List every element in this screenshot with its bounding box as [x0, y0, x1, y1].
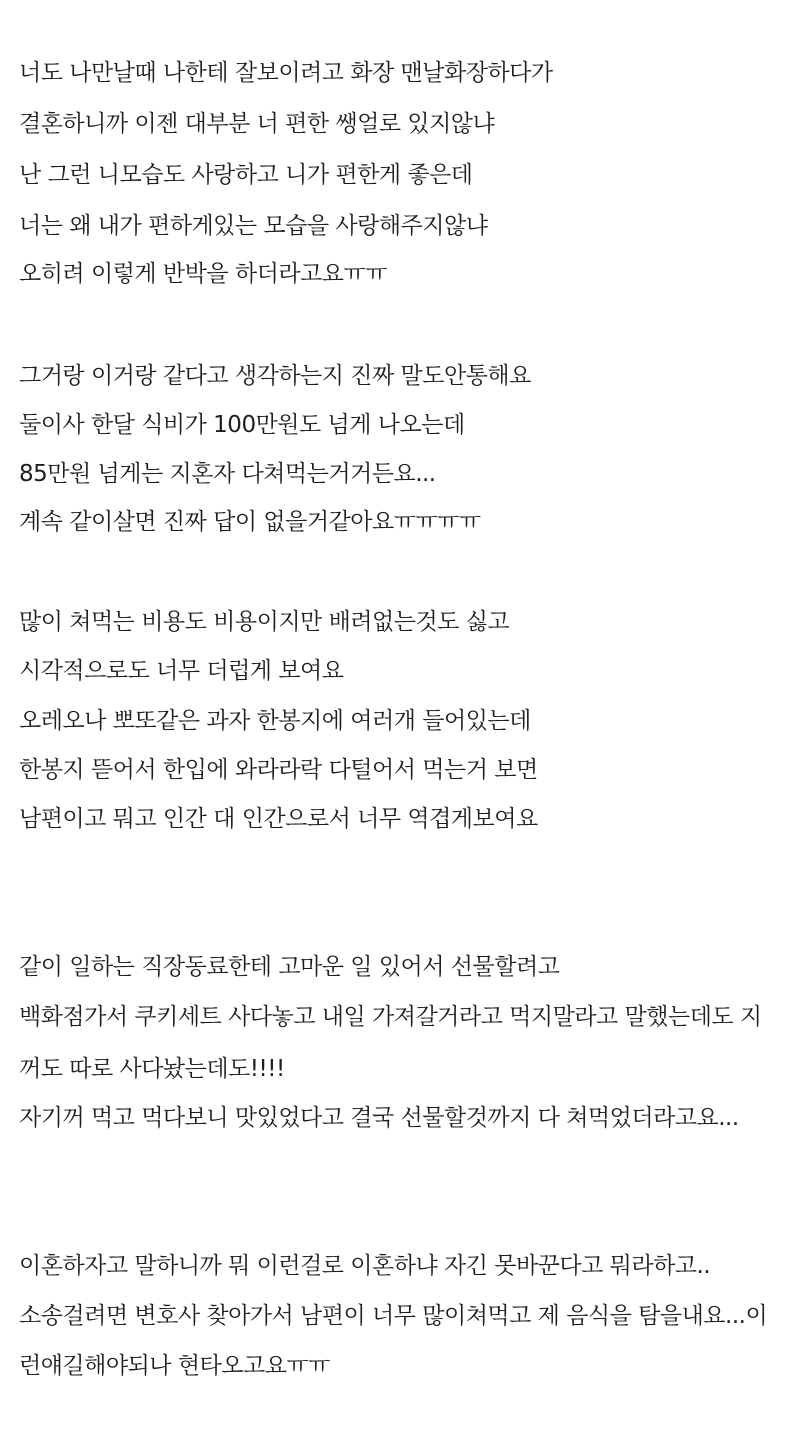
text-line: 너도 나만날때 나한테 잘보이려고 화장 맨날화장하다가 [19, 60, 553, 86]
text-line: 같이 일하는 직장동료한테 고마운 일 있어서 선물할려고 [19, 954, 560, 980]
text-line: 난 그런 니모습도 사랑하고 니가 편한게 좋은데 [19, 162, 473, 188]
text-line: 자기꺼 먹고 먹다보니 맛있었다고 결국 선물할것까지 다 쳐먹었더라고요... [19, 1105, 739, 1131]
text-line: 계속 같이살면 진짜 답이 없을거같아요ㅠㅠㅠㅠ [19, 509, 481, 535]
text-line: 결혼하니까 이젠 대부분 너 편한 쌩얼로 있지않냐 [19, 111, 495, 137]
text-line: 많이 쳐먹는 비용도 비용이지만 배려없는것도 싫고 [19, 609, 510, 635]
text-line: 85만원 넘게는 지혼자 다쳐먹는거거든요... [19, 461, 436, 487]
text-line: 꺼도 따로 사다놨는데도!!!! [19, 1056, 285, 1082]
text-line: 오레오나 뽀또같은 과자 한봉지에 여러개 들어있는데 [19, 708, 531, 734]
text-line: 이혼하자고 말하니까 뭐 이런걸로 이혼하냐 자긴 못바꾼다고 뭐라하고.. [19, 1253, 711, 1279]
text-line: 백화점가서 쿠키세트 사다놓고 내일 가져갈거라고 먹지말라고 말했는데도 지 [19, 1004, 762, 1030]
text-line: 런얘길해야되나 현타오고요ㅠㅠ [19, 1353, 330, 1379]
text-line: 한봉지 뜯어서 한입에 와라라락 다털어서 먹는거 보면 [19, 757, 538, 783]
text-line: 소송걸려면 변호사 찾아가서 남편이 너무 많이쳐먹고 제 음식을 탐을내요...이 [19, 1303, 768, 1329]
text-line: 너는 왜 내가 편하게있는 모습을 사랑해주지않냐 [19, 213, 488, 239]
text-line: 오히려 이렇게 반박을 하더라고요ㅠㅠ [19, 261, 387, 287]
text-line: 시각적으로도 너무 더럽게 보여요 [19, 658, 344, 684]
text-line: 그거랑 이거랑 같다고 생각하는지 진짜 말도안통해요 [19, 363, 531, 389]
text-line: 남편이고 뭐고 인간 대 인간으로서 너무 역겹게보여요 [19, 806, 538, 832]
text-line: 둘이사 한달 식비가 100만원도 넘게 나오는데 [19, 412, 465, 438]
